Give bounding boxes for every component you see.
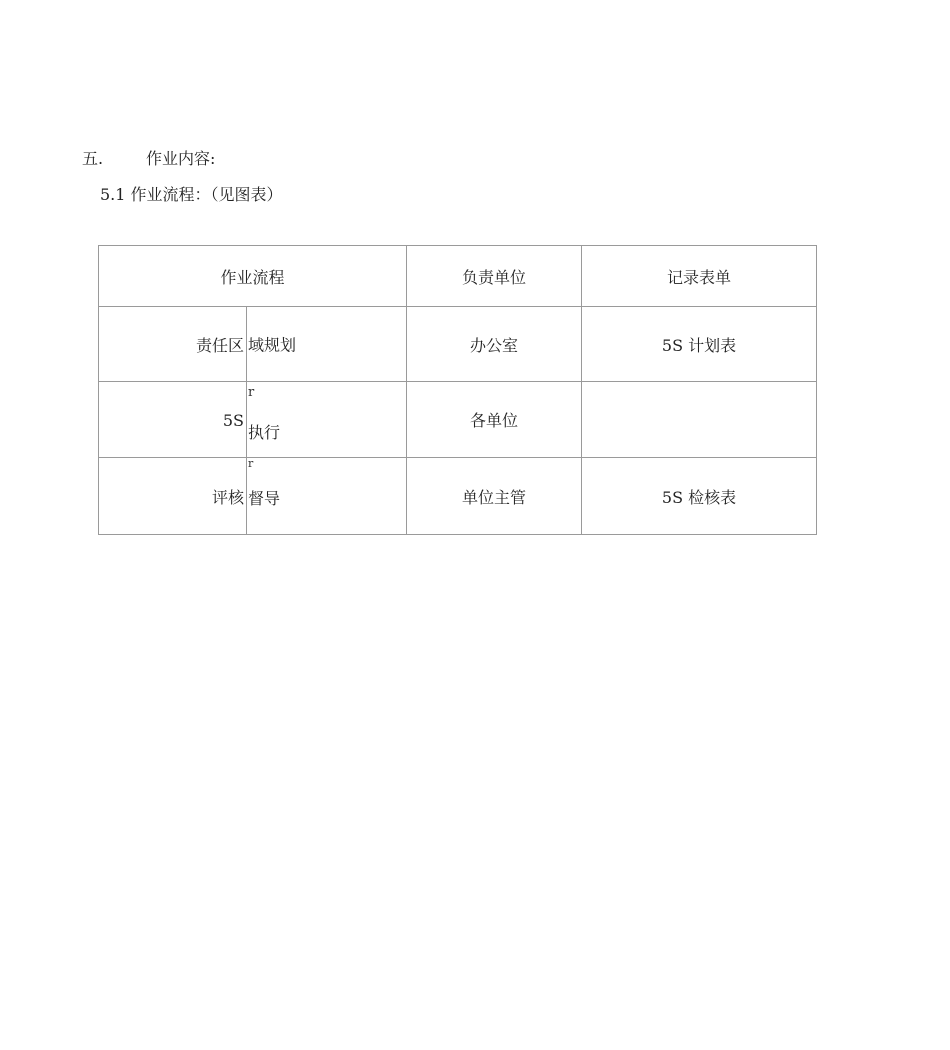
flow-step-right: r 执行 <box>247 382 407 458</box>
section-title: 作业内容: <box>146 149 216 168</box>
flow-step-left: 5S <box>99 382 247 458</box>
record-form: 5S 计划表 <box>582 307 817 382</box>
flow-step-right: r 督导 <box>247 458 407 535</box>
table-header-row <box>99 246 817 307</box>
flow-step-left: 评核 <box>99 458 247 535</box>
table-row <box>99 307 817 382</box>
header-flow: 作业流程 <box>99 246 407 307</box>
flow-step-left: 责任区 <box>99 307 247 382</box>
responsible-unit: 各单位 <box>407 382 582 458</box>
responsible-unit: 单位主管 <box>407 458 582 535</box>
subsection-heading: 5.1 作业流程：（见图表） <box>100 185 283 204</box>
flow-step-right: 域规划 <box>247 307 407 382</box>
table-row <box>99 382 817 458</box>
record-form: 5S 检核表 <box>582 458 817 535</box>
responsible-unit: 办公室 <box>407 307 582 382</box>
section-number: 五. <box>82 149 104 168</box>
header-form: 记录表单 <box>582 246 817 307</box>
flow-arrow-mark: r <box>248 457 254 470</box>
table-row <box>99 458 817 535</box>
section-heading <box>82 146 215 169</box>
workflow-table <box>98 245 817 535</box>
flow-arrow-mark: r <box>248 385 255 400</box>
record-form <box>582 382 817 458</box>
header-unit: 负责单位 <box>407 246 582 307</box>
